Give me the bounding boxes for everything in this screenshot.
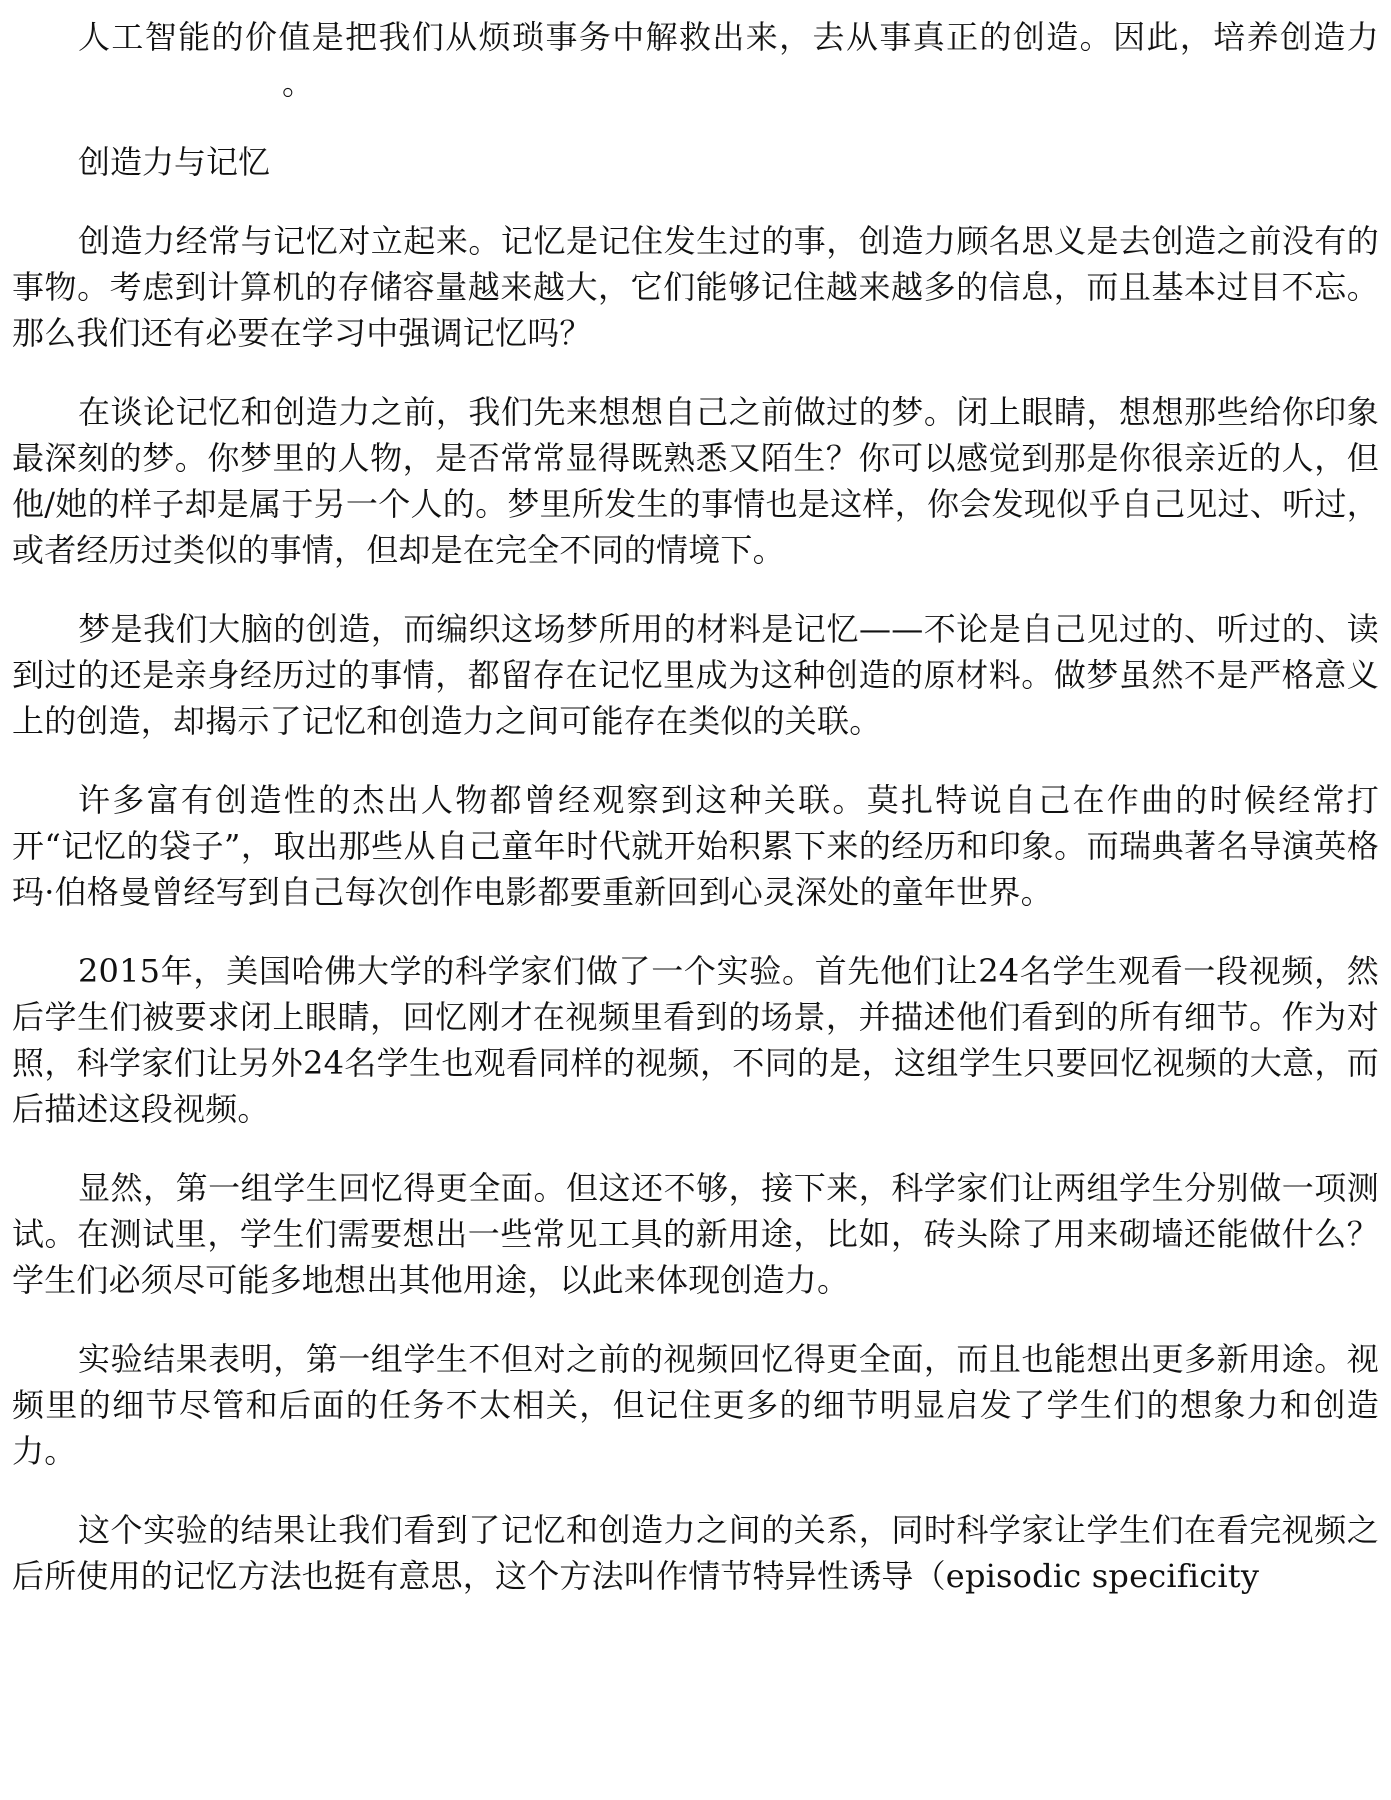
paragraph: 显然，第一组学生回忆得更全面。但这还不够，接下来，科学家们让两组学生分别做一项测试。在测试里，学生们需要想出一些常见工具的新用途，比如，砖头除了用来砌墙还能做什么？学生们必须尽可能多地想出其他用途，以此来体现创造力。: [12, 1169, 1379, 1299]
paragraph: 许多富有创造性的杰出人物都曾经观察到这种关联。莫扎特说自己在作曲的时候经常打开“记忆的袋子”，取出那些从自己童年时代就开始积累下来的经历和印象。而瑞典著名导演英格玛·伯格曼曾经写到自己每次创作电影都要重新回到心灵深处的童年世界。: [12, 781, 1379, 911]
paragraph: 在谈论记忆和创造力之前，我们先来想想自己之前做过的梦。闭上眼睛，想想那些给你印象最深刻的梦。你梦里的人物，是否常常显得既熟悉又陌生？你可以感觉到那是你很亲近的人，但他/她的样子却是属于另一个人的。梦里所发生的事情也是这样，你会发现似乎自己见过、听过，或者经历过类似的事情，但却是在完全不同的情境下。: [12, 393, 1379, 569]
paragraph: 创造力经常与记忆对立起来。记忆是记住发生过的事，创造力顾名思义是去创造之前没有的事物。考虑到计算机的存储容量越来越大，它们能够记住越来越多的信息，而且基本过目不忘。那么我们还有必要在学习中强调记忆吗？: [12, 222, 1379, 352]
section-heading: 创造力与记忆: [78, 143, 271, 181]
intro-paragraph: [12, 14, 1379, 106]
paragraph: 2015年，美国哈佛大学的科学家们做了一个实验。首先他们让24名学生观看一段视频，然后学生们被要求闭上眼睛，回忆刚才在视频里看到的场景，并描述他们看到的所有细节。作为对照，科学家们让另外24名学生也观看同样的视频，不同的是，这组学生只要回忆视频的大意，而后描述这段视频。: [12, 952, 1379, 1128]
intro-period: 。: [282, 64, 315, 102]
paragraph: 实验结果表明，第一组学生不但对之前的视频回忆得更全面，而且也能想出更多新用途。视频里的细节尽管和后面的任务不太相关，但记住更多的细节明显启发了学生们的想象力和创造力。: [12, 1340, 1379, 1470]
intro-text: 人工智能的价值是把我们从烦琐事务中解救出来，去从事真正的创造。因此，培养创造力: [78, 18, 1379, 56]
paragraph: 这个实验的结果让我们看到了记忆和创造力之间的关系，同时科学家让学生们在看完视频之后所使用的记忆方法也挺有意思，这个方法叫作情节特异性诱导（episodic specificity: [12, 1511, 1379, 1595]
paragraph: 梦是我们大脑的创造，而编织这场梦所用的材料是记忆——不论是自己见过的、听过的、读到过的还是亲身经历过的事情，都留存在记忆里成为这种创造的原材料。做梦虽然不是严格意义上的创造，却揭示了记忆和创造力之间可能存在类似的关联。: [12, 610, 1379, 740]
